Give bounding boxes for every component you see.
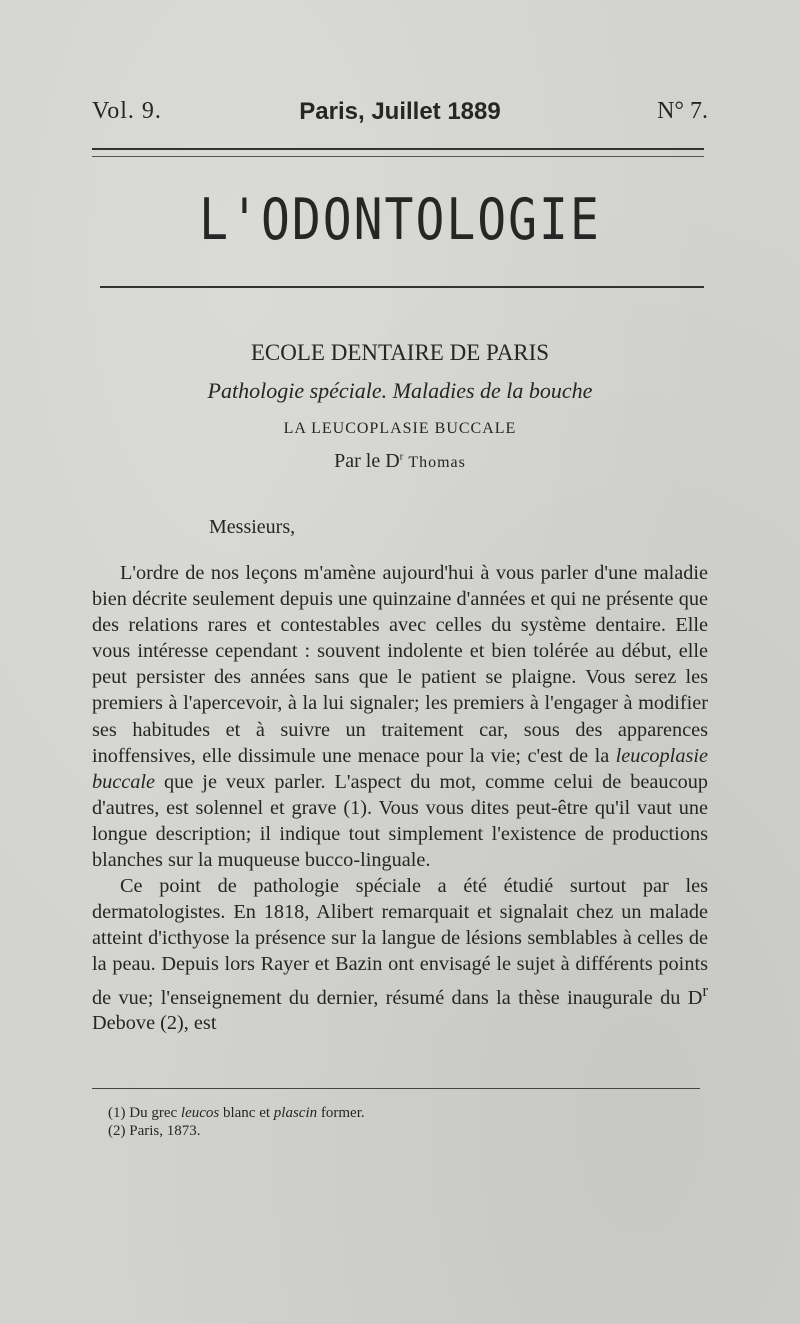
issue-number: N° 7. bbox=[657, 98, 708, 124]
header-double-rule bbox=[92, 148, 704, 157]
salutation: Messieurs, bbox=[209, 516, 296, 538]
article-title: LA LEUCOPLASIE BUCCALE bbox=[283, 420, 517, 437]
subject-line: Pathologie spéciale. Maladies de la bouche bbox=[207, 378, 593, 403]
body-text bbox=[92, 560, 708, 1036]
footnote-1-text-a: Du grec bbox=[129, 1105, 181, 1121]
author-line bbox=[0, 450, 800, 473]
footnote-rule bbox=[92, 1088, 700, 1089]
author-prefix: Par le D bbox=[334, 450, 400, 472]
author-sup: r bbox=[399, 450, 404, 463]
paragraph-2 bbox=[92, 873, 708, 1036]
footnote-2 bbox=[108, 1122, 365, 1140]
footnote-2-marker: (2) bbox=[108, 1123, 126, 1139]
footnote-2-text: Paris, 1873. bbox=[129, 1123, 201, 1139]
footnote-1-italic-b: plascin bbox=[273, 1105, 318, 1121]
place-date: Paris, Juillet 1889 bbox=[299, 98, 501, 125]
footnote-1 bbox=[108, 1104, 365, 1122]
author-name: Thomas bbox=[408, 454, 466, 471]
paragraph-1-start: L'ordre de nos leçons m'amène aujourd'hui à vous parler d'une maladie bien décrite seulement depuis une quinzaine d'années et qui ne présente que des relations rares et contestables avec celles du système dentaire. Elle vous intéresse cependant : souvent indolente et bien tolérée au début, elle peut persister des années sans que le patient se plaigne. Vous serez les premiers à l'apercevoir, à la lui signaler; les premiers à l'engager à modifier ses habitudes et à suivre un traitement car, sous des apparences inoffensives, elle dissimule une menace pour la vie; c'est de la bbox=[92, 562, 708, 767]
paragraph-1 bbox=[92, 560, 708, 873]
paragraph-2-sup: r bbox=[702, 980, 708, 1000]
running-header bbox=[92, 98, 708, 132]
school-name: ECOLE DENTAIRE DE PARIS bbox=[250, 340, 550, 365]
footnote-1-text-c: former. bbox=[317, 1105, 365, 1121]
footnote-1-italic-a: leucos bbox=[180, 1105, 220, 1121]
paragraph-1-end: que je veux parler. L'aspect du mot, comme celui de beaucoup d'autres, est solennel et grave (1). Vous vous dites peut-être qu'il vaut une longue description; il indique tout simplement l'existence de productions blanches sur la muqueuse bucco-linguale. bbox=[92, 770, 708, 872]
journal-title: L'ODONTOLOGIE bbox=[199, 186, 601, 254]
paragraph-2-start: Ce point de pathologie spéciale a été étudié surtout par les dermatologistes. En 1818, Alibert remarquait et signalait chez un malade atteint d'icthyose la présence sur la langue de lésions semblables à celles de la peau. Depuis lors Rayer et Bazin ont envisagé le sujet à différents points de vue; l'enseignement du dernier, résumé dans la thèse inaugurale du D bbox=[92, 875, 708, 1009]
paragraph-2-end: Debove (2), est bbox=[92, 1012, 217, 1035]
paragraph-1-italic: leucoplasie buccale bbox=[92, 744, 708, 793]
footnotes bbox=[108, 1104, 365, 1140]
footnote-1-marker: (1) bbox=[108, 1105, 126, 1121]
title-rule bbox=[100, 286, 704, 288]
footnote-1-text-b: blanc et bbox=[219, 1105, 274, 1121]
volume-label: Vol. 9. bbox=[92, 98, 162, 124]
